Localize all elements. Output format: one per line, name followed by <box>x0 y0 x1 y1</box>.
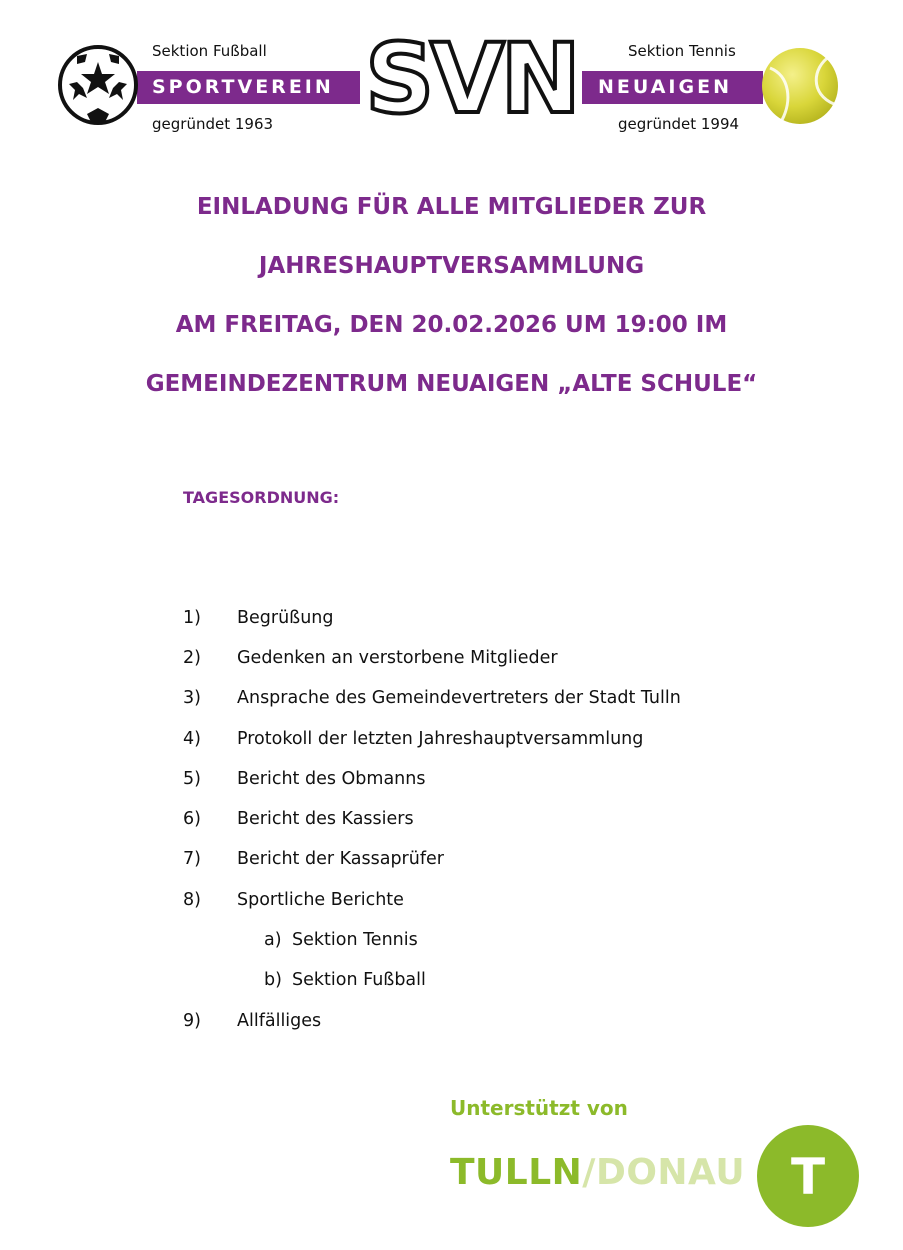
band-text-left: SPORTVEREIN <box>152 76 334 98</box>
agenda-item-text: Bericht der Kassaprüfer <box>237 849 444 869</box>
svn-letters: SVN <box>365 30 577 126</box>
agenda-item-text: Begrüßung <box>237 608 334 628</box>
agenda-heading: TAGESORDNUNG: <box>183 488 340 507</box>
title-line-1: EINLADUNG FÜR ALLE MITGLIEDER ZUR <box>196 194 707 220</box>
agenda-item-number: 8) <box>183 890 201 910</box>
tulln-badge-icon <box>756 1124 860 1228</box>
agenda-item-number: 4) <box>183 729 201 749</box>
agenda-item-number: 5) <box>183 769 201 789</box>
title-line-2: JAHRESHAUPTVERSAMMLUNG <box>258 253 645 279</box>
agenda-subitem-number: a) <box>264 930 282 950</box>
agenda-item-text: Allfälliges <box>237 1011 322 1031</box>
agenda-item-text: Sportliche Berichte <box>237 890 404 910</box>
agenda-item-text: Gedenken an verstorbene Mitglieder <box>237 648 558 668</box>
tennis-ball-icon <box>760 46 840 126</box>
agenda-subitem-text: Sektion Fußball <box>292 970 426 990</box>
agenda-item-number: 1) <box>183 608 201 628</box>
title-line-3: AM FREITAG, DEN 20.02.2026 UM 19:00 IM <box>175 312 728 338</box>
badge-letter: T <box>790 1148 826 1206</box>
sponsor-label: Unterstützt von <box>450 1096 628 1120</box>
football-icon <box>57 44 139 126</box>
agenda-subitem-text: Sektion Tennis <box>292 930 418 950</box>
agenda-item-text: Bericht des Obmanns <box>237 769 426 789</box>
agenda-item-number: 3) <box>183 688 201 708</box>
agenda-item-text: Bericht des Kassiers <box>237 809 414 829</box>
svn-logo <box>360 30 582 126</box>
agenda-item-number: 2) <box>183 648 201 668</box>
founded-football: gegründet 1963 <box>152 115 274 133</box>
section-football-label: Sektion Fußball <box>152 42 267 60</box>
agenda-item-number: 9) <box>183 1011 201 1031</box>
agenda-item-number: 7) <box>183 849 201 869</box>
agenda-item-text: Protokoll der letzten Jahreshauptversammlung <box>237 729 644 749</box>
band-text-right: NEUAIGEN <box>598 76 732 98</box>
sponsor-name-part2: /DONAU <box>582 1152 746 1193</box>
agenda-item-number: 6) <box>183 809 201 829</box>
section-tennis-label: Sektion Tennis <box>628 42 736 60</box>
founded-tennis: gegründet 1994 <box>618 115 740 133</box>
agenda-item-text: Ansprache des Gemeindevertreters der Stadt Tulln <box>237 688 681 708</box>
sponsor-name-part1: TULLN <box>450 1152 583 1193</box>
agenda-subitem-number: b) <box>264 970 282 990</box>
title-line-4: GEMEINDEZENTRUM NEUAIGEN „ALTE SCHULE“ <box>145 371 758 397</box>
sponsor-logo-text <box>450 1152 745 1193</box>
